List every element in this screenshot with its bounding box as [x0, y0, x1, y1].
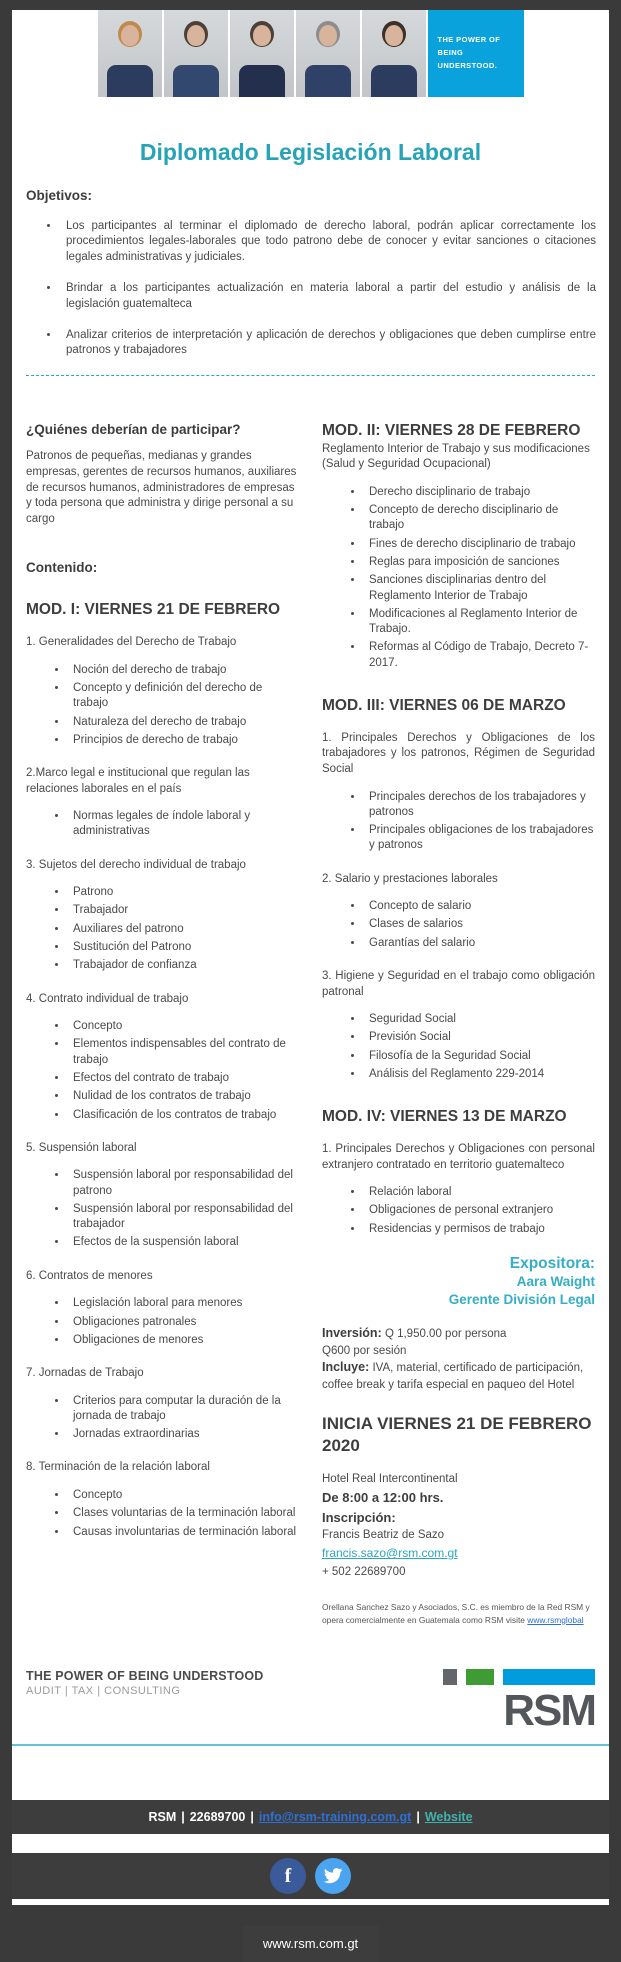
- rsm-logo-blocks: [443, 1669, 595, 1685]
- list-item: • Efectos del contrato de trabajo: [68, 1071, 298, 1086]
- bullet-list: [26, 1394, 298, 1443]
- brand-footer-left: [26, 1669, 264, 1697]
- list-item: • Seguridad Social: [364, 1012, 595, 1027]
- content-section: [322, 1142, 595, 1237]
- portrait-torso: [107, 65, 153, 97]
- section-heading: 7. Jornadas de Trabajo: [26, 1367, 144, 1380]
- list-item: • Concepto: [68, 1488, 298, 1503]
- portrait-head: [385, 25, 403, 46]
- legal-text: [322, 1601, 594, 1627]
- mod2-subtitle: Reglamento Interior de Trabajo y sus modificaciones (Salud y Seguridad Ocupacional): [322, 442, 590, 471]
- social-bar: [12, 1853, 609, 1899]
- contact-phone: + 502 22689700: [322, 1565, 406, 1578]
- list-item: • Auxiliares del patrono: [68, 922, 298, 937]
- contenido-heading: Contenido:: [26, 560, 98, 576]
- section-heading: 8. Terminación de la relación laboral: [26, 1461, 210, 1474]
- incluye-value: IVA, material, certificado de participación, coffee break y tarifa especial en paqueo del Hotel: [322, 1362, 584, 1391]
- list-item: • Previsión Social: [364, 1030, 595, 1045]
- content-section: [26, 1141, 298, 1251]
- portrait-torso: [239, 65, 285, 97]
- mod2-title: MOD. II: VIERNES 28 DE FEBRERO: [322, 421, 581, 439]
- expositora-role: Gerente División Legal: [448, 1292, 595, 1308]
- twitter-icon[interactable]: [315, 1858, 351, 1894]
- list-item: • Naturaleza del derecho de trabajo: [68, 715, 298, 730]
- rsm-logo-blue-block: [503, 1669, 595, 1685]
- list-item: • Analizar criterios de interpretación y aplicación de derechos y obligaciones que deben cumplirse entre patronos y trabajadores: [60, 328, 596, 359]
- list-item: • Jornadas extraordinarias: [68, 1427, 298, 1442]
- content-section: [26, 992, 298, 1123]
- expositora-block: [322, 1255, 595, 1309]
- section-heading: 1. Principales Derechos y Obligaciones con personal extranjero contratado en territorio guatemalteco: [322, 1143, 595, 1171]
- section-heading: 5. Suspensión laboral: [26, 1141, 137, 1154]
- list-item: • Elementos indispensables del contrato de trabajo: [68, 1037, 298, 1068]
- bullet-list: [26, 885, 298, 973]
- list-item: • Obligaciones de menores: [68, 1333, 298, 1348]
- list-item: • Garantías del salario: [364, 936, 595, 951]
- inscription-label: Inscripción:: [322, 1509, 396, 1525]
- content-section: [322, 731, 595, 854]
- list-item: • Clasificación de los contratos de trabajo: [68, 1108, 298, 1123]
- list-item: • Relación laboral: [364, 1185, 595, 1200]
- section-heading: 1. Principales Derechos y Obligaciones de los trabajadores y los patronos, Régimen de Seguridad Social: [322, 731, 595, 775]
- incluye-label: Incluye:: [322, 1360, 370, 1375]
- facebook-icon[interactable]: [270, 1858, 306, 1894]
- list-item: • Brindar a los participantes actualización en materia laboral a partir del estudio y análisis de la legislación guatemalteca: [60, 281, 596, 312]
- pricing-block: [322, 1325, 595, 1392]
- per-session-line: Q600 por sesión: [322, 1344, 407, 1357]
- list-item: • Sustitución del Patrono: [68, 940, 298, 955]
- content-section: [26, 1366, 298, 1442]
- content-section: [322, 872, 595, 951]
- content-section: [26, 1460, 298, 1539]
- separator: |: [181, 1810, 185, 1825]
- venue-name: Hotel Real Intercontinental: [322, 1472, 458, 1485]
- list-item: • Concepto de derecho disciplinario de trabajo: [364, 503, 595, 534]
- expositora-label: Expositora:: [509, 1255, 595, 1273]
- list-item: • Derecho disciplinario de trabajo: [364, 485, 595, 500]
- list-item: • Principales obligaciones de los trabajadores y patronos: [364, 823, 595, 854]
- list-item: • Reglas para imposición de sanciones: [364, 555, 595, 570]
- portrait-photo-3: [230, 10, 294, 97]
- rsmglobal-link[interactable]: www.rsmglobal: [527, 1614, 584, 1625]
- brand-tagline: THE POWER OF BEING UNDERSTOOD: [26, 1669, 264, 1684]
- portrait-torso: [371, 65, 417, 97]
- list-item: • Obligaciones patronales: [68, 1315, 298, 1330]
- section-heading: 2. Salario y prestaciones laborales: [322, 872, 498, 885]
- list-item: • Normas legales de índole laboral y administrativas: [68, 809, 298, 840]
- list-item: • Modificaciones al Reglamento Interior de Trabajo.: [364, 607, 595, 638]
- inversion-value: Q 1,950.00 por persona: [381, 1328, 507, 1341]
- email-content-panel: [12, 10, 609, 1952]
- list-item: • Suspensión laboral por responsabilidad del patrono: [68, 1168, 298, 1199]
- mod3-title: MOD. III: VIERNES 06 DE MARZO: [322, 696, 566, 714]
- section-heading: 3. Higiene y Seguridad en el trabajo como obligación patronal: [322, 970, 595, 998]
- list-item: • Causas involuntarias de terminación laboral: [68, 1525, 298, 1540]
- mod1-title: MOD. I: VIERNES 21 DE FEBRERO: [26, 601, 281, 619]
- content-section: [26, 858, 298, 974]
- content-columns: [26, 422, 595, 1635]
- brand-services: AUDIT | TAX | CONSULTING: [26, 1685, 181, 1698]
- contact-bar-email-link[interactable]: info@rsm-training.com.gt: [258, 1810, 412, 1825]
- content-section: [26, 766, 298, 840]
- mod4-sections: [322, 1142, 595, 1237]
- list-item: • Concepto: [68, 1019, 298, 1034]
- list-item: • Noción del derecho de trabajo: [68, 663, 298, 678]
- schedule-time: De 8:00 a 12:00 hrs.: [322, 1490, 444, 1506]
- portrait-head: [319, 25, 337, 46]
- content-section: [26, 1269, 298, 1348]
- list-item: • Obligaciones de personal extranjero: [364, 1203, 595, 1218]
- page-title: Diplomado Legislación Laboral: [139, 139, 482, 165]
- venue-block: [322, 1471, 595, 1581]
- inversion-label: Inversión:: [322, 1326, 382, 1341]
- mod2-bullet-list: [322, 485, 595, 671]
- list-item: • Análisis del Reglamento 229-2014: [364, 1067, 595, 1082]
- header-banner-image: [98, 10, 524, 97]
- website-link[interactable]: Website: [424, 1810, 473, 1825]
- content-section: [322, 969, 595, 1082]
- section-heading: 6. Contratos de menores: [26, 1269, 153, 1282]
- bullet-list: [26, 809, 298, 840]
- objetivos-list: [60, 219, 596, 359]
- list-item: • Concepto de salario: [364, 899, 595, 914]
- list-item: • Nulidad de los contratos de trabajo: [68, 1089, 298, 1104]
- list-item: • Residencias y permisos de trabajo: [364, 1222, 595, 1237]
- tagline-line1: THE POWER OF: [437, 35, 501, 45]
- contact-bar-brand: RSM: [148, 1810, 177, 1825]
- rsm-logo-gray-block: [443, 1669, 457, 1685]
- separator: |: [250, 1810, 254, 1825]
- portrait-photo-4: [296, 10, 360, 97]
- list-item: • Trabajador: [68, 903, 298, 918]
- contact-email-link[interactable]: francis.sazo@rsm.com.gt: [322, 1546, 458, 1561]
- bullet-list: [322, 1185, 595, 1237]
- portrait-photo-1: [98, 10, 162, 97]
- contact-bar-phone: 22689700: [189, 1810, 246, 1825]
- content-section: [26, 635, 298, 748]
- list-item: • Criterios para computar la duración de la jornada de trabajo: [68, 1394, 298, 1425]
- list-item: • Concepto y definición del derecho de trabajo: [68, 681, 298, 712]
- portrait-head: [121, 25, 139, 46]
- bullet-list: [26, 1019, 298, 1123]
- rsm-logo: [443, 1669, 595, 1736]
- portrait-photo-2: [164, 10, 228, 97]
- participants-heading: ¿Quiénes deberían de participar?: [26, 421, 241, 437]
- list-item: • Filosofía de la Seguridad Social: [364, 1049, 595, 1064]
- right-column: [322, 422, 595, 1635]
- website-url-text: www.rsm.com.gt: [262, 1936, 359, 1952]
- list-item: • Principios de derecho de trabajo: [68, 733, 298, 748]
- portrait-head: [187, 25, 205, 46]
- list-item: • Clases voluntarias de la terminación laboral: [68, 1506, 298, 1521]
- bullet-list: [26, 663, 298, 748]
- mod3-sections: [322, 731, 595, 1082]
- list-item: • Reformas al Código de Trabajo, Decreto 7-2017.: [364, 640, 595, 671]
- list-item: • Sanciones disciplinarias dentro del Reglamento Interior de Trabajo: [364, 573, 595, 604]
- section-heading: 3. Sujetos del derecho individual de trabajo: [26, 858, 246, 871]
- expositora-name: Aara Waight: [516, 1274, 595, 1290]
- facebook-glyph: f: [284, 1864, 292, 1887]
- list-item: • Efectos de la suspensión laboral: [68, 1235, 298, 1250]
- rsm-logo-wordmark: RSM: [503, 1686, 595, 1736]
- start-date-heading: INICIA VIERNES 21 DE FEBRERO 2020: [322, 1413, 592, 1455]
- rsm-logo-green-block: [466, 1669, 494, 1685]
- list-item: • Legislación laboral para menores: [68, 1296, 298, 1311]
- mod4-title: MOD. IV: VIERNES 13 DE MARZO: [322, 1108, 567, 1126]
- list-item: • Fines de derecho disciplinario de trabajo: [364, 537, 595, 552]
- section-heading: 1. Generalidades del Derecho de Trabajo: [26, 636, 237, 649]
- portrait-photo-5: [362, 10, 426, 97]
- section-heading: 2.Marco legal e institucional que regulan las relaciones laborales en el país: [26, 767, 250, 795]
- bullet-list: [322, 790, 595, 854]
- teal-divider-line: [12, 1744, 609, 1746]
- objetivos-heading: Objetivos:: [26, 188, 93, 203]
- portrait-torso: [173, 65, 219, 97]
- website-url-button[interactable]: [243, 1925, 379, 1962]
- legal-text-body: Orellana Sanchez Sazo y Asociados, S.C. es miembro de la Red RSM y opera comercialmente en Guatemala como RSM visite: [322, 1601, 590, 1625]
- list-item: • Trabajador de confianza: [68, 958, 298, 973]
- portrait-torso: [305, 65, 351, 97]
- bullet-list: [322, 1012, 595, 1082]
- bullet-list: [26, 1168, 298, 1250]
- separator: |: [416, 1810, 420, 1825]
- list-item: • Suspensión laboral por responsabilidad del trabajador: [68, 1202, 298, 1233]
- contact-bar: [12, 1800, 609, 1834]
- brand-tagline-box: [428, 10, 524, 97]
- inversion-line: [322, 1325, 595, 1343]
- participants-text: Patronos de pequeñas, medianas y grandes empresas, gerentes de recursos humanos, auxiliares de recursos humanos, administradores de empresas y toda persona que administra y dirige personal a su cargo: [26, 449, 297, 526]
- section-heading: 4. Contrato individual de trabajo: [26, 992, 189, 1005]
- bullet-list: [26, 1296, 298, 1348]
- portrait-head: [253, 25, 271, 46]
- tagline-line2: BEING UNDERSTOOD.: [437, 48, 498, 70]
- list-item: • Clases de salarios: [364, 917, 595, 932]
- list-item: • Patrono: [68, 885, 298, 900]
- list-item: • Los participantes al terminar el diplomado de derecho laboral, podrán aplicar correctamente los procedimientos legales-laborales que todo patrono debe de conocer y evitar sanciones o citaciones legales administrativas y judiciales.: [60, 219, 596, 265]
- twitter-bird-glyph: [323, 1866, 343, 1886]
- list-item: • Principales derechos de los trabajadores y patronos: [364, 790, 595, 821]
- bullet-list: [26, 1488, 298, 1540]
- bullet-list: [322, 899, 595, 951]
- mod1-sections: [26, 635, 298, 1540]
- dashed-divider: [26, 375, 595, 376]
- contact-name: Francis Beatriz de Sazo: [322, 1529, 445, 1542]
- incluye-line: [322, 1359, 595, 1393]
- brand-footer: [26, 1669, 595, 1736]
- left-column: [26, 422, 298, 1635]
